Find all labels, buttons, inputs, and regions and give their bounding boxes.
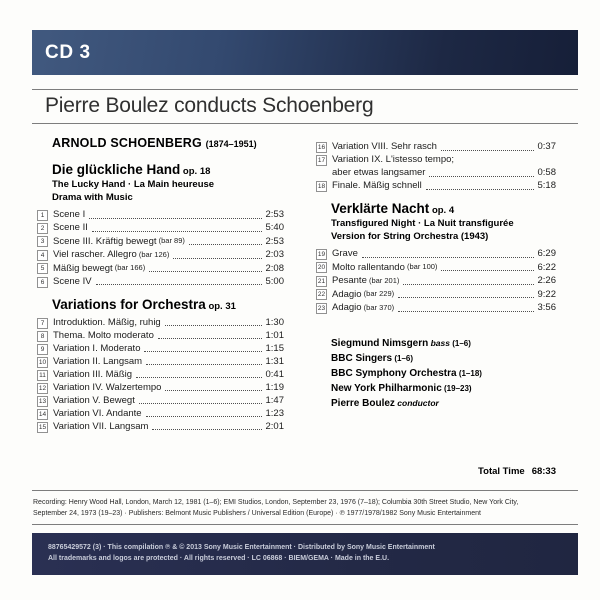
track-title: Variation IX. L'istesso tempo; <box>332 154 455 165</box>
left-column <box>37 136 284 433</box>
track-row <box>37 342 284 355</box>
track-line <box>53 329 284 342</box>
track-number-box: 6 <box>37 277 48 288</box>
track-body <box>53 261 284 275</box>
track-body <box>53 355 284 368</box>
track-time: 2:53 <box>265 209 284 220</box>
track-body <box>53 342 284 355</box>
track-title: Scene III. Kräftig bewegt <box>53 235 157 247</box>
track-number-box: 13 <box>38 397 47 405</box>
track-body <box>53 329 284 342</box>
track-body <box>332 301 556 315</box>
track-row <box>37 407 284 420</box>
dot-leader <box>136 377 261 378</box>
track-body <box>53 208 284 221</box>
track-list <box>37 208 284 288</box>
performers-block <box>331 336 556 411</box>
track-body <box>53 394 284 407</box>
track-line <box>53 381 284 394</box>
track-title: Introduktion. Mäßig, ruhig <box>53 316 161 328</box>
track-time: 0:37 <box>537 141 556 152</box>
track-title: Adagio <box>332 288 362 300</box>
track-detail: (bar 89) <box>156 236 185 245</box>
dot-leader <box>362 257 534 258</box>
track-row <box>316 153 556 179</box>
dot-leader <box>144 351 261 352</box>
dot-leader <box>165 390 261 391</box>
dot-leader <box>403 284 533 285</box>
track-number-box: 11 <box>37 370 48 381</box>
track-line <box>53 221 284 234</box>
performer-line <box>331 396 556 411</box>
track-title: Scene I <box>53 209 86 220</box>
track-time: 2:26 <box>537 275 556 286</box>
track-number-box: 8 <box>37 331 48 342</box>
track-time: 1:01 <box>265 329 284 341</box>
track-time: 1:23 <box>265 407 284 419</box>
work-section <box>37 162 284 288</box>
track-row <box>37 420 284 433</box>
track-row <box>316 301 556 315</box>
track-body <box>53 381 284 394</box>
right-column <box>316 136 556 433</box>
track-body <box>332 140 556 153</box>
track-time: 1:30 <box>265 316 284 328</box>
dot-leader <box>96 284 262 285</box>
track-row <box>37 368 284 381</box>
dot-leader <box>152 429 261 430</box>
performer-tracks: (19–23) <box>441 384 472 393</box>
work-opus: op. 4 <box>429 205 455 216</box>
work-title: Die glückliche Hand <box>52 162 181 177</box>
track-line <box>53 420 284 433</box>
track-detail: (bar 100) <box>404 262 438 271</box>
track-number-box: 23 <box>317 304 326 312</box>
track-row <box>37 329 284 342</box>
dot-leader <box>158 338 262 339</box>
track-row <box>316 274 556 288</box>
work-subtitle: Version for String Orchestra (1943) <box>331 230 489 242</box>
track-line <box>53 368 284 381</box>
track-body <box>332 247 556 260</box>
album-title: Pierre Boulez conducts Schoenberg <box>45 94 374 117</box>
track-body <box>53 248 284 262</box>
track-time: 2:08 <box>265 262 284 274</box>
track-line <box>53 316 284 329</box>
track-time: 1:19 <box>265 381 284 393</box>
track-number-box: 19 <box>317 251 326 258</box>
track-line <box>332 247 556 260</box>
rule-above-credits <box>32 490 578 491</box>
track-time: 0:41 <box>265 368 284 380</box>
track-number-box: 21 <box>317 277 326 285</box>
track-title: Variation II. Langsam <box>53 355 143 367</box>
track-time: 6:22 <box>537 261 556 273</box>
dot-leader <box>429 176 533 177</box>
track-title: Variation III. Mäßig <box>53 368 133 380</box>
rule-above-title <box>32 89 578 90</box>
track-line <box>53 355 284 368</box>
track-number-box: 14 <box>38 410 47 418</box>
rule-below-title <box>32 123 578 124</box>
track-line <box>53 208 284 221</box>
composer-line <box>52 136 284 150</box>
track-row <box>37 234 284 248</box>
performer-line <box>331 351 556 366</box>
performer-name: BBC Symphony Orchestra <box>331 368 457 379</box>
performer-role: conductor <box>394 398 439 408</box>
track-body <box>53 407 284 420</box>
work-title: Variations for Orchestra <box>52 296 206 312</box>
dot-leader <box>89 218 261 219</box>
work-opus: op. 18 <box>180 166 211 177</box>
track-number-box: 5 <box>37 263 48 274</box>
track-title: Variation V. Bewegt <box>53 394 135 406</box>
tracklist-columns <box>37 136 556 433</box>
track-line <box>332 287 556 301</box>
track-number-box: 3 <box>37 236 48 247</box>
credits-line-1: Recording: Henry Wood Hall, London, March 12, 1981 (1–6); EMI Studios, London, September 23, 1976 (7–18); Columbia 30th Street Studio, New York City, <box>33 499 519 506</box>
track-body <box>53 234 284 248</box>
performer-name: New York Philharmonic <box>331 383 442 394</box>
track-line <box>332 140 556 153</box>
footer-bar <box>32 533 578 575</box>
work-section <box>316 140 556 192</box>
performer-name: Pierre Boulez <box>331 398 395 409</box>
track-list <box>316 140 556 192</box>
track-number-box: 16 <box>317 144 326 151</box>
dot-leader <box>146 416 262 417</box>
track-row <box>37 316 284 329</box>
work-subtitle: Drama with Music <box>52 191 133 203</box>
track-list <box>37 316 284 433</box>
track-title: Scene IV <box>53 275 92 287</box>
track-row <box>37 248 284 262</box>
track-line <box>53 342 284 355</box>
track-title-continued: aber etwas langsamer <box>332 167 426 178</box>
track-row <box>316 247 556 260</box>
track-line <box>53 275 284 288</box>
dot-leader <box>189 244 262 245</box>
track-time: 2:03 <box>265 249 284 260</box>
performer-name: BBC Singers <box>331 353 393 364</box>
performer-line <box>331 366 556 381</box>
dot-leader <box>173 258 261 259</box>
track-body <box>53 221 284 234</box>
track-title: Adagio <box>332 302 362 313</box>
disc-label: CD 3 <box>45 41 91 63</box>
total-time-value: 68:33 <box>531 466 556 477</box>
rule-above-footer <box>32 524 578 525</box>
track-row <box>37 355 284 368</box>
track-detail: (bar 166) <box>112 263 146 272</box>
track-number-box: 1 <box>37 210 48 221</box>
track-line <box>53 234 284 248</box>
work-subtitle: The Lucky Hand · La Main heureuse <box>52 179 215 190</box>
track-body <box>53 275 284 288</box>
track-time: 3:56 <box>537 302 556 313</box>
work-heading <box>52 162 284 177</box>
track-time: 0:58 <box>537 167 556 178</box>
track-number-box: 2 <box>37 223 48 234</box>
track-time: 5:00 <box>265 275 284 287</box>
track-body <box>53 316 284 329</box>
track-detail: (bar 370) <box>361 302 395 312</box>
work-heading <box>331 201 556 216</box>
track-title: Molto rallentando <box>332 261 405 273</box>
track-line <box>53 394 284 407</box>
track-line <box>53 261 284 275</box>
work-opus: op. 31 <box>205 300 236 312</box>
track-line <box>332 179 556 192</box>
track-title: Grave <box>332 248 358 259</box>
track-body <box>53 368 284 381</box>
track-row <box>37 381 284 394</box>
credits-line-2: September 24, 1973 (19–23) · Publishers: Belmont Music Publishers / Universal Edition (Europe) · ℗ 1977/1978/1982 Sony Music Entertainment <box>33 510 481 517</box>
dot-leader <box>92 231 262 232</box>
track-body <box>332 287 556 301</box>
track-body <box>332 260 556 274</box>
performer-tracks: (1–18) <box>456 369 482 378</box>
track-title: Variation VI. Andante <box>53 407 142 419</box>
track-title: Variation VIII. Sehr rasch <box>332 141 437 152</box>
track-number-box: 22 <box>317 291 326 298</box>
track-row <box>316 140 556 153</box>
track-number-box: 7 <box>37 318 48 329</box>
track-number-box: 17 <box>317 157 326 164</box>
track-body <box>332 153 556 179</box>
work-title: Verklärte Nacht <box>331 201 430 216</box>
track-number-box: 4 <box>37 250 48 261</box>
dot-leader <box>165 325 262 326</box>
track-row <box>37 208 284 221</box>
track-number-box: 18 <box>317 183 326 190</box>
track-row <box>316 287 556 301</box>
track-time: 5:18 <box>537 180 556 191</box>
track-line-continued <box>332 166 556 179</box>
credits-block <box>33 497 578 519</box>
total-time <box>478 466 556 477</box>
track-title: Scene II <box>53 222 88 233</box>
work-section <box>37 297 284 433</box>
track-number-box: 12 <box>38 384 47 392</box>
dot-leader <box>426 189 534 190</box>
track-row <box>37 261 284 275</box>
work-section <box>316 201 556 314</box>
performer-line <box>331 336 556 351</box>
track-time: 5:40 <box>265 222 284 233</box>
dot-leader <box>441 150 534 151</box>
track-title: Viel rascher. Allegro <box>53 249 137 260</box>
track-number-box: 15 <box>38 423 47 431</box>
track-list <box>316 247 556 314</box>
track-number-box: 10 <box>38 358 47 366</box>
track-row <box>316 179 556 192</box>
track-time: 1:15 <box>265 342 284 354</box>
track-time: 6:29 <box>537 248 556 259</box>
track-line <box>332 260 556 274</box>
track-row <box>37 221 284 234</box>
performer-tracks: (1–6) <box>392 354 414 363</box>
performer-name: Siegmund Nimsgern <box>331 338 429 349</box>
track-row <box>37 275 284 288</box>
track-time: 9:22 <box>537 288 556 300</box>
performer-role: bass <box>428 338 450 348</box>
track-title: Variation VII. Langsam <box>53 420 149 432</box>
track-body <box>332 274 556 288</box>
track-time: 1:31 <box>265 355 284 367</box>
disc-bar <box>32 30 578 75</box>
track-title: Finale. Mäßig schnell <box>332 180 422 191</box>
track-number-box: 9 <box>37 344 48 355</box>
dot-leader <box>398 311 533 312</box>
composer-dates: (1874–1951) <box>205 139 257 149</box>
footer-line-1: 88765429572 (3) · This compilation ℗ & © 2013 Sony Music Entertainment · Distributed by Sony Music Entertainment <box>48 544 435 551</box>
track-row <box>316 260 556 274</box>
track-row <box>37 394 284 407</box>
track-title: Variation I. Moderato <box>53 342 141 354</box>
track-line <box>53 248 284 262</box>
dot-leader <box>139 403 262 404</box>
track-number-box: 20 <box>317 264 326 271</box>
track-time: 2:01 <box>265 420 284 432</box>
right-column-sections <box>316 140 556 314</box>
dot-leader <box>441 270 533 271</box>
performer-tracks: (1–6) <box>450 339 471 348</box>
footer-line-2: All trademarks and logos are protected · All rights reserved · LC 06868 · BIEM/GEMA · Made in the E.U. <box>48 555 390 562</box>
work-subtitle: Transfigured Night · La Nuit transfigurée <box>331 218 514 229</box>
total-time-label: Total Time <box>478 466 525 477</box>
work-heading <box>52 297 284 312</box>
track-title: Pesante <box>332 275 367 286</box>
track-time: 2:53 <box>265 235 284 247</box>
track-line <box>332 274 556 288</box>
composer-name: ARNOLD SCHOENBERG <box>52 136 202 150</box>
track-title: Thema. Molto moderato <box>53 329 154 341</box>
track-body <box>53 420 284 433</box>
track-detail: (bar 229) <box>361 289 395 298</box>
performer-line <box>331 381 556 396</box>
track-time: 1:47 <box>265 394 284 406</box>
track-body <box>332 179 556 192</box>
dot-leader <box>398 297 533 298</box>
dot-leader <box>149 271 261 272</box>
track-line <box>332 301 556 315</box>
track-title: Variation IV. Walzertempo <box>53 381 162 393</box>
track-detail: (bar 126) <box>136 249 170 259</box>
left-column-sections <box>37 162 284 433</box>
dot-leader <box>146 364 261 365</box>
track-title: Mäßig bewegt <box>53 262 113 274</box>
track-detail: (bar 201) <box>366 275 400 285</box>
track-line <box>53 407 284 420</box>
track-line <box>332 153 556 166</box>
